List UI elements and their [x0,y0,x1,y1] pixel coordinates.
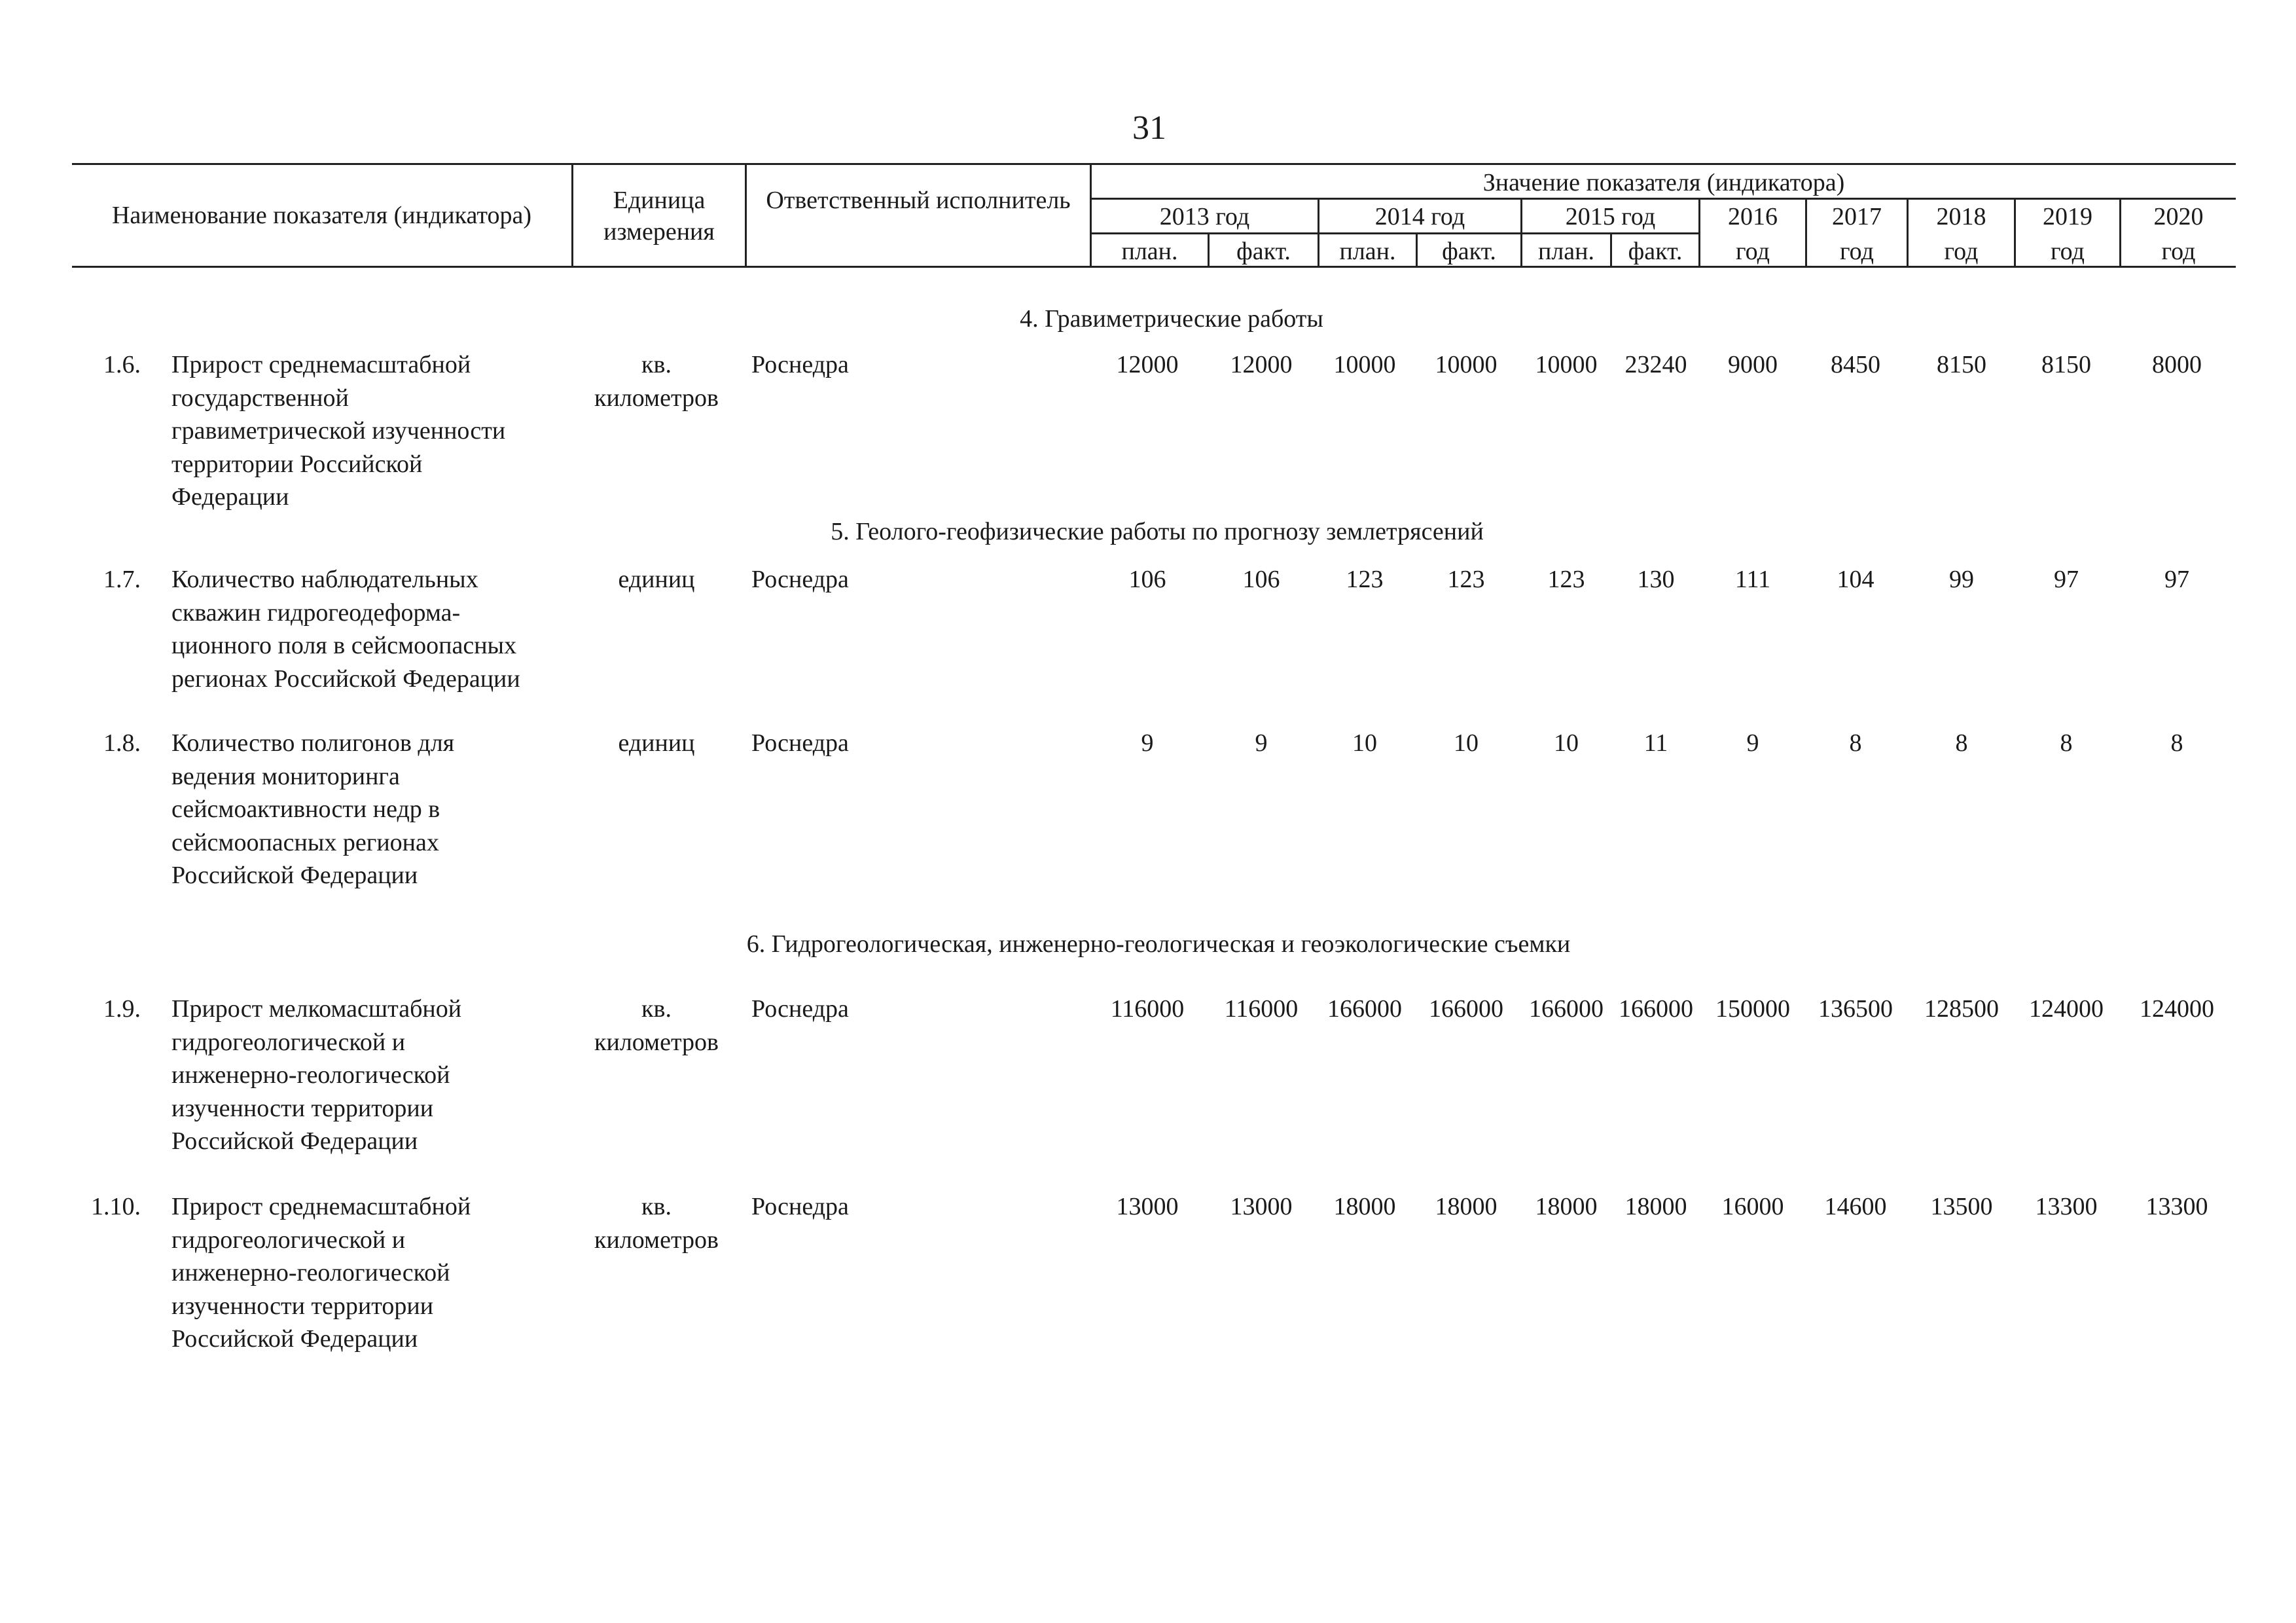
value-2017: 14600 [1824,1193,1887,1220]
indicator-name: Количество наблюдательных скважин гидрогеодеформа- ционного поля в сейсмоопасных регионах Российской Федерации [171,566,520,693]
value-2013-plan: 9 [1141,729,1154,757]
value-2015-plan: 123 [1547,566,1585,593]
value-2014-plan: 18000 [1333,1193,1396,1220]
row-number: 1.7. [103,566,141,593]
responsible: Роснедра [751,729,849,757]
unit: единиц [618,729,695,757]
indicator-name: Количество полигонов для ведения мониторинга сейсмоактивности недр в сейсмоопасных регионах Российской Федерации [171,729,455,889]
value-2014-plan: 123 [1346,566,1384,593]
unit: единиц [618,566,695,593]
section-title: 5. Геолого-геофизические работы по прогнозу землетрясений [831,518,1484,545]
value-2018: 13500 [1930,1193,1993,1220]
year-header-2016: 2016 [1728,203,1778,230]
unit-column-header: Единица измерения [603,187,715,246]
value-2015-fakt: 130 [1637,566,1675,593]
god-subheader: год [2161,238,2196,265]
responsible: Роснедра [751,995,849,1023]
year-header-2018: 2018 [1936,203,1986,230]
value-2014-plan: 10000 [1333,351,1396,378]
value-2014-fakt: 10 [1454,729,1479,757]
header-top-rule [72,163,2236,165]
values-group-header: Значение показателя (индикатора) [1482,169,1845,196]
section-title: 4. Гравиметрические работы [1020,305,1323,333]
year-header-2020: 2020 [2153,203,2204,230]
year-header-2019: 2019 [2043,203,2092,230]
value-2016: 111 [1734,566,1771,593]
unit: кв. километров [594,351,719,412]
value-2013-plan: 116000 [1110,995,1185,1023]
god-subheader: год [2051,238,2085,265]
responsible: Роснедра [751,566,849,593]
year-header-2017: 2017 [1832,203,1882,230]
value-2020: 124000 [2140,995,2214,1023]
responsible-column-header: Ответственный исполнитель [766,187,1071,214]
fakt-subheader: факт. [1628,238,1683,265]
value-2019: 13300 [2035,1193,2098,1220]
value-2013-fakt: 12000 [1230,351,1293,378]
value-2015-fakt: 166000 [1619,995,1693,1023]
value-2013-plan: 106 [1128,566,1166,593]
indicator-name: Прирост мелкомасштабной гидрогеологической и инженерно-геологической изученности территории Российской Федерации [171,995,462,1155]
value-2018: 99 [1949,566,1974,593]
responsible: Роснедра [751,1193,849,1220]
year-header-2015: 2015 год [1565,203,1656,230]
value-2015-plan: 10000 [1535,351,1598,378]
page-number: 31 [1132,109,1166,147]
value-2014-fakt: 18000 [1435,1193,1498,1220]
value-2015-plan: 10 [1554,729,1579,757]
plan-subheader: план. [1537,238,1594,265]
plan-subheader: план. [1121,238,1178,265]
row-number: 1.10. [91,1193,141,1220]
value-2015-fakt: 23240 [1624,351,1687,378]
value-2018: 8 [1955,729,1968,757]
fakt-subheader: факт. [1442,238,1496,265]
value-2020: 13300 [2145,1193,2208,1220]
section-title: 6. Гидрогеологическая, инженерно-геологическая и геоэкологические съемки [746,930,1571,958]
value-2020: 8000 [2152,351,2202,378]
value-2015-plan: 166000 [1529,995,1604,1023]
value-2014-fakt: 166000 [1429,995,1503,1023]
unit: кв. километров [594,1193,719,1254]
value-2013-plan: 13000 [1116,1193,1179,1220]
value-2018: 128500 [1924,995,1999,1023]
god-subheader: год [1944,238,1979,265]
value-2014-fakt: 123 [1447,566,1485,593]
plan-subheader: план. [1339,238,1396,265]
value-2013-fakt: 13000 [1230,1193,1293,1220]
name-column-header: Наименование показателя (индикатора) [111,202,532,229]
responsible: Роснедра [751,351,849,378]
value-2017: 104 [1837,566,1874,593]
row-number: 1.8. [103,729,141,757]
value-2015-fakt: 11 [1643,729,1668,757]
header-year-rule [1090,232,1699,234]
fakt-subheader: факт. [1236,238,1291,265]
value-2017: 136500 [1818,995,1893,1023]
value-2019: 124000 [2029,995,2104,1023]
unit: кв. километров [594,995,719,1056]
value-2020: 97 [2164,566,2189,593]
value-2013-fakt: 116000 [1224,995,1299,1023]
indicator-name: Прирост среднемасштабной государственной гравиметрической изученности территории Российской Федерации [171,351,506,511]
value-2016: 16000 [1721,1193,1784,1220]
year-header-2013: 2013 год [1159,203,1250,230]
row-number: 1.6. [103,351,141,378]
value-2019: 8 [2060,729,2073,757]
value-2016: 150000 [1715,995,1790,1023]
indicator-name: Прирост среднемасштабной гидрогеологической и инженерно-геологической изученности территории Российской Федерации [171,1193,471,1353]
value-2013-fakt: 9 [1255,729,1268,757]
year-header-2014: 2014 год [1374,203,1465,230]
value-2018: 8150 [1937,351,1986,378]
value-2017: 8 [1849,729,1862,757]
god-subheader: год [1736,238,1770,265]
value-2013-fakt: 106 [1242,566,1280,593]
value-2014-plan: 166000 [1327,995,1402,1023]
value-2019: 8150 [2041,351,2091,378]
value-2013-plan: 12000 [1116,351,1179,378]
value-2016: 9000 [1728,351,1778,378]
value-2015-plan: 18000 [1535,1193,1598,1220]
row-number: 1.9. [103,995,141,1023]
value-2017: 8450 [1831,351,1880,378]
god-subheader: год [1840,238,1874,265]
value-2020: 8 [2170,729,2183,757]
value-2014-plan: 10 [1352,729,1377,757]
value-2019: 97 [2054,566,2079,593]
value-2014-fakt: 10000 [1435,351,1498,378]
value-2015-fakt: 18000 [1624,1193,1687,1220]
value-2016: 9 [1746,729,1759,757]
